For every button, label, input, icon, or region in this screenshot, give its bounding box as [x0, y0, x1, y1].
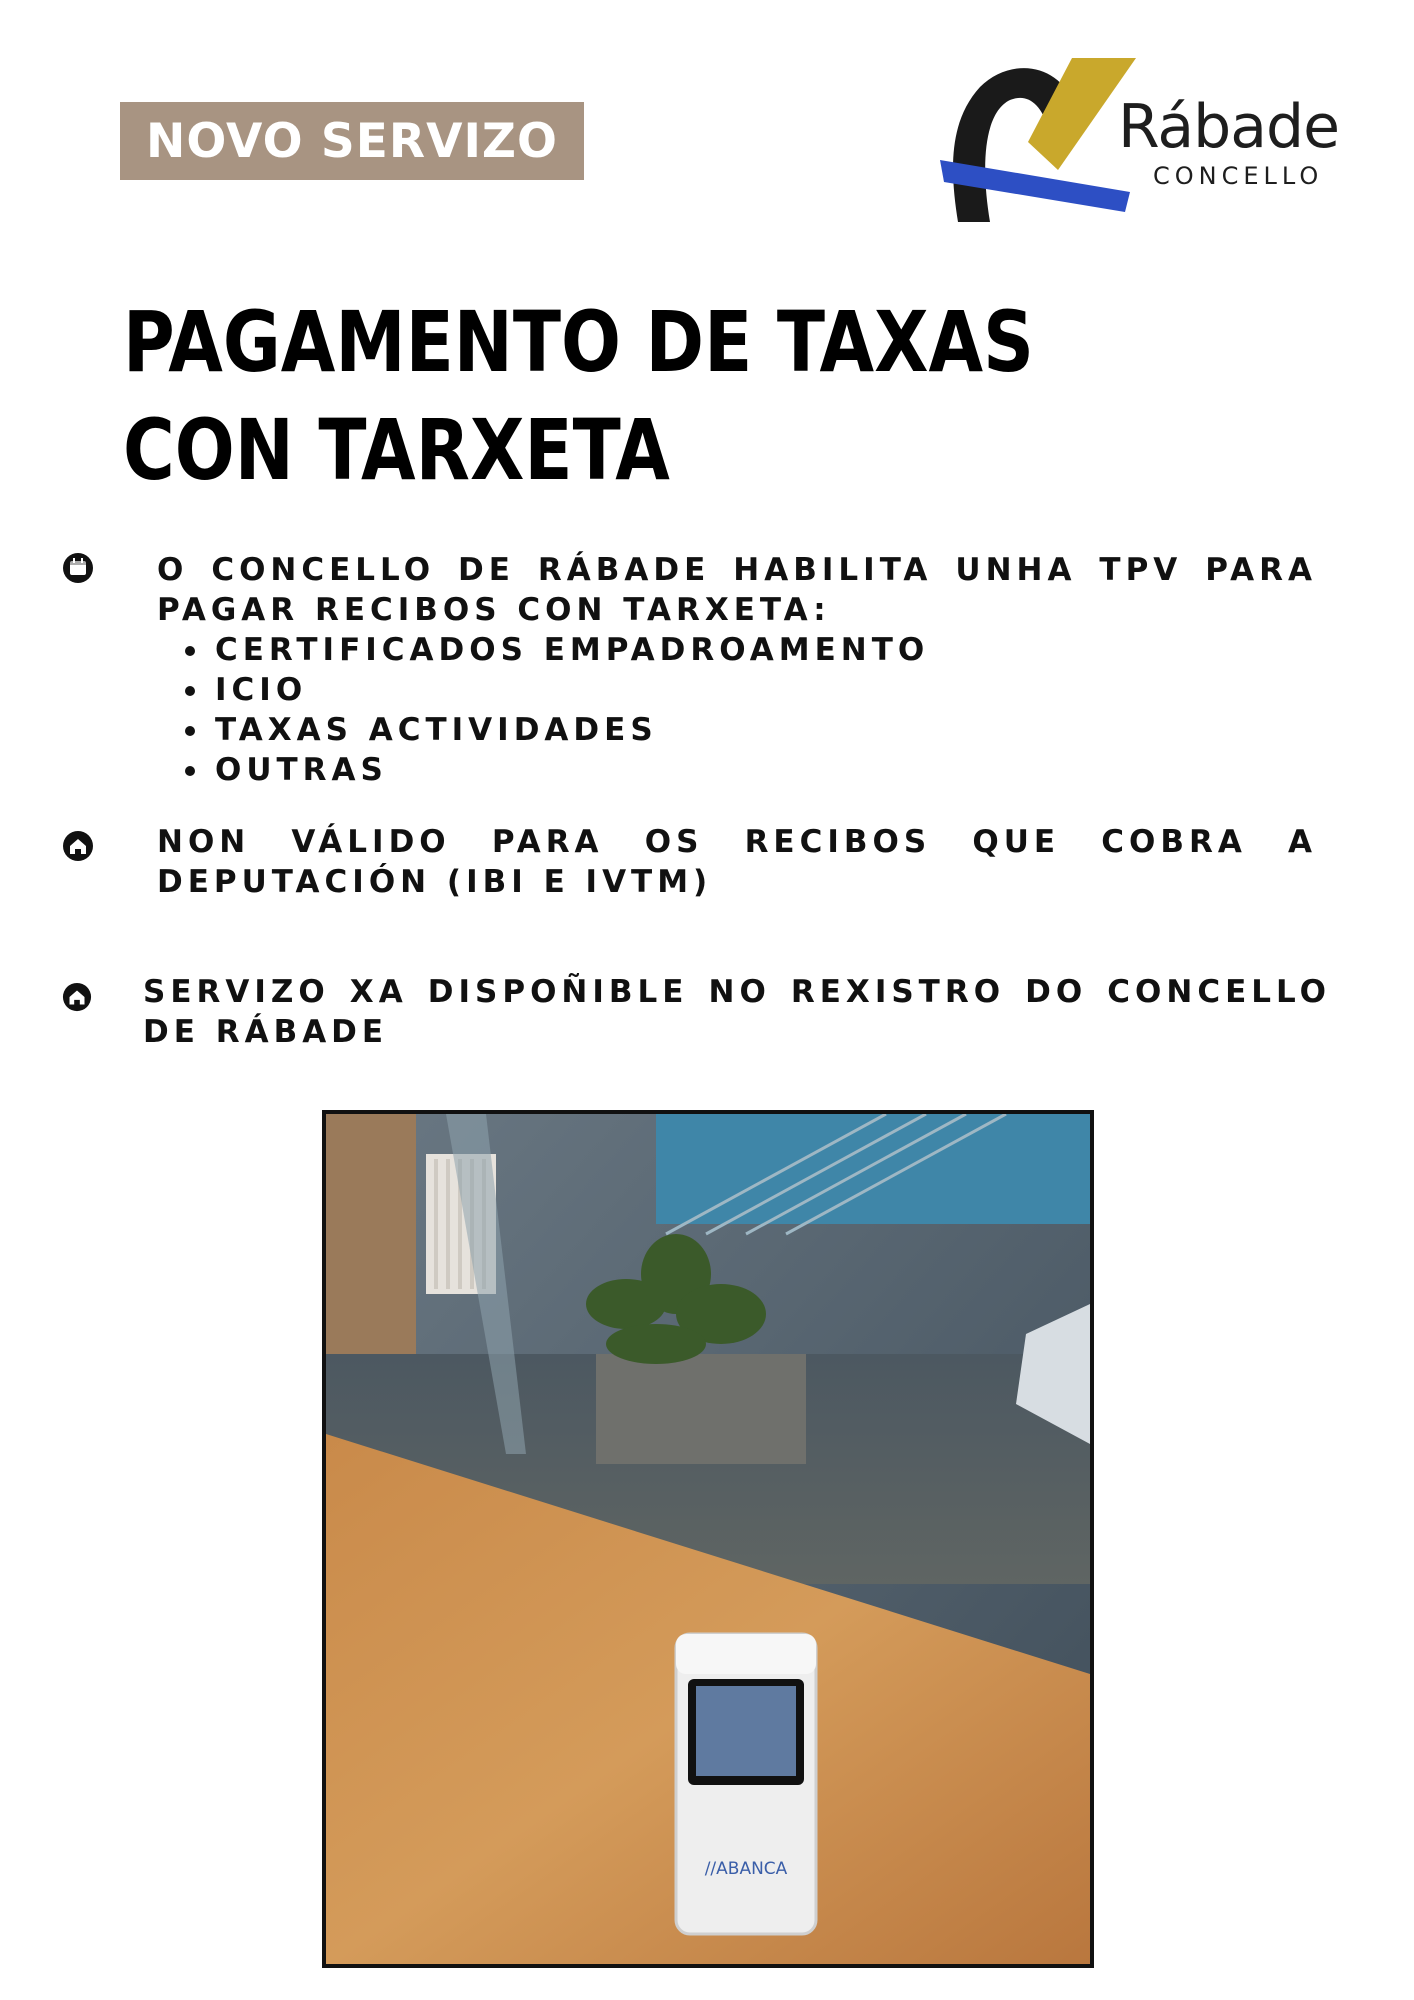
page-title — [123, 288, 1034, 504]
home-icon — [62, 830, 94, 862]
info-paragraph: SERVIZO XA DISPOÑIBLE NO REXISTRO DO CONCELLO DE RÁBADE — [143, 974, 1331, 1050]
badge-label: NOVO SERVIZO — [146, 113, 558, 169]
list-item: OUTRAS — [185, 750, 1317, 790]
home-icon — [62, 982, 92, 1012]
new-service-badge — [120, 102, 584, 180]
logo-mark-icon — [940, 52, 1140, 232]
photo-scene — [326, 1114, 1090, 1964]
terminal-brand: //ABANCA — [704, 1859, 788, 1879]
concello-logo — [940, 52, 1350, 232]
calendar-icon — [62, 552, 94, 584]
list-item: CERTIFICADOS EMPADROAMENTO — [185, 630, 1317, 670]
list-item: TAXAS ACTIVIDADES — [185, 710, 1317, 750]
title-line-2: CON TARXETA — [123, 401, 670, 499]
info-paragraph: NON VÁLIDO PARA OS RECIBOS QUE COBRA A DEPUTACIÓN (IBI E IVTM) — [157, 824, 1317, 900]
card-terminal-photo — [322, 1110, 1094, 1968]
title-line-1: PAGAMENTO DE TAXAS — [123, 293, 1034, 391]
logo-subtitle: CONCELLO — [1153, 162, 1324, 190]
fee-list — [157, 630, 1317, 790]
list-item: ICIO — [185, 670, 1317, 710]
logo-name: Rábade — [1118, 92, 1339, 162]
info-text — [157, 550, 1317, 790]
info-paragraph: O CONCELLO DE RÁBADE HABILITA UNHA TPV PARA PAGAR RECIBOS CON TARXETA: — [157, 552, 1317, 628]
